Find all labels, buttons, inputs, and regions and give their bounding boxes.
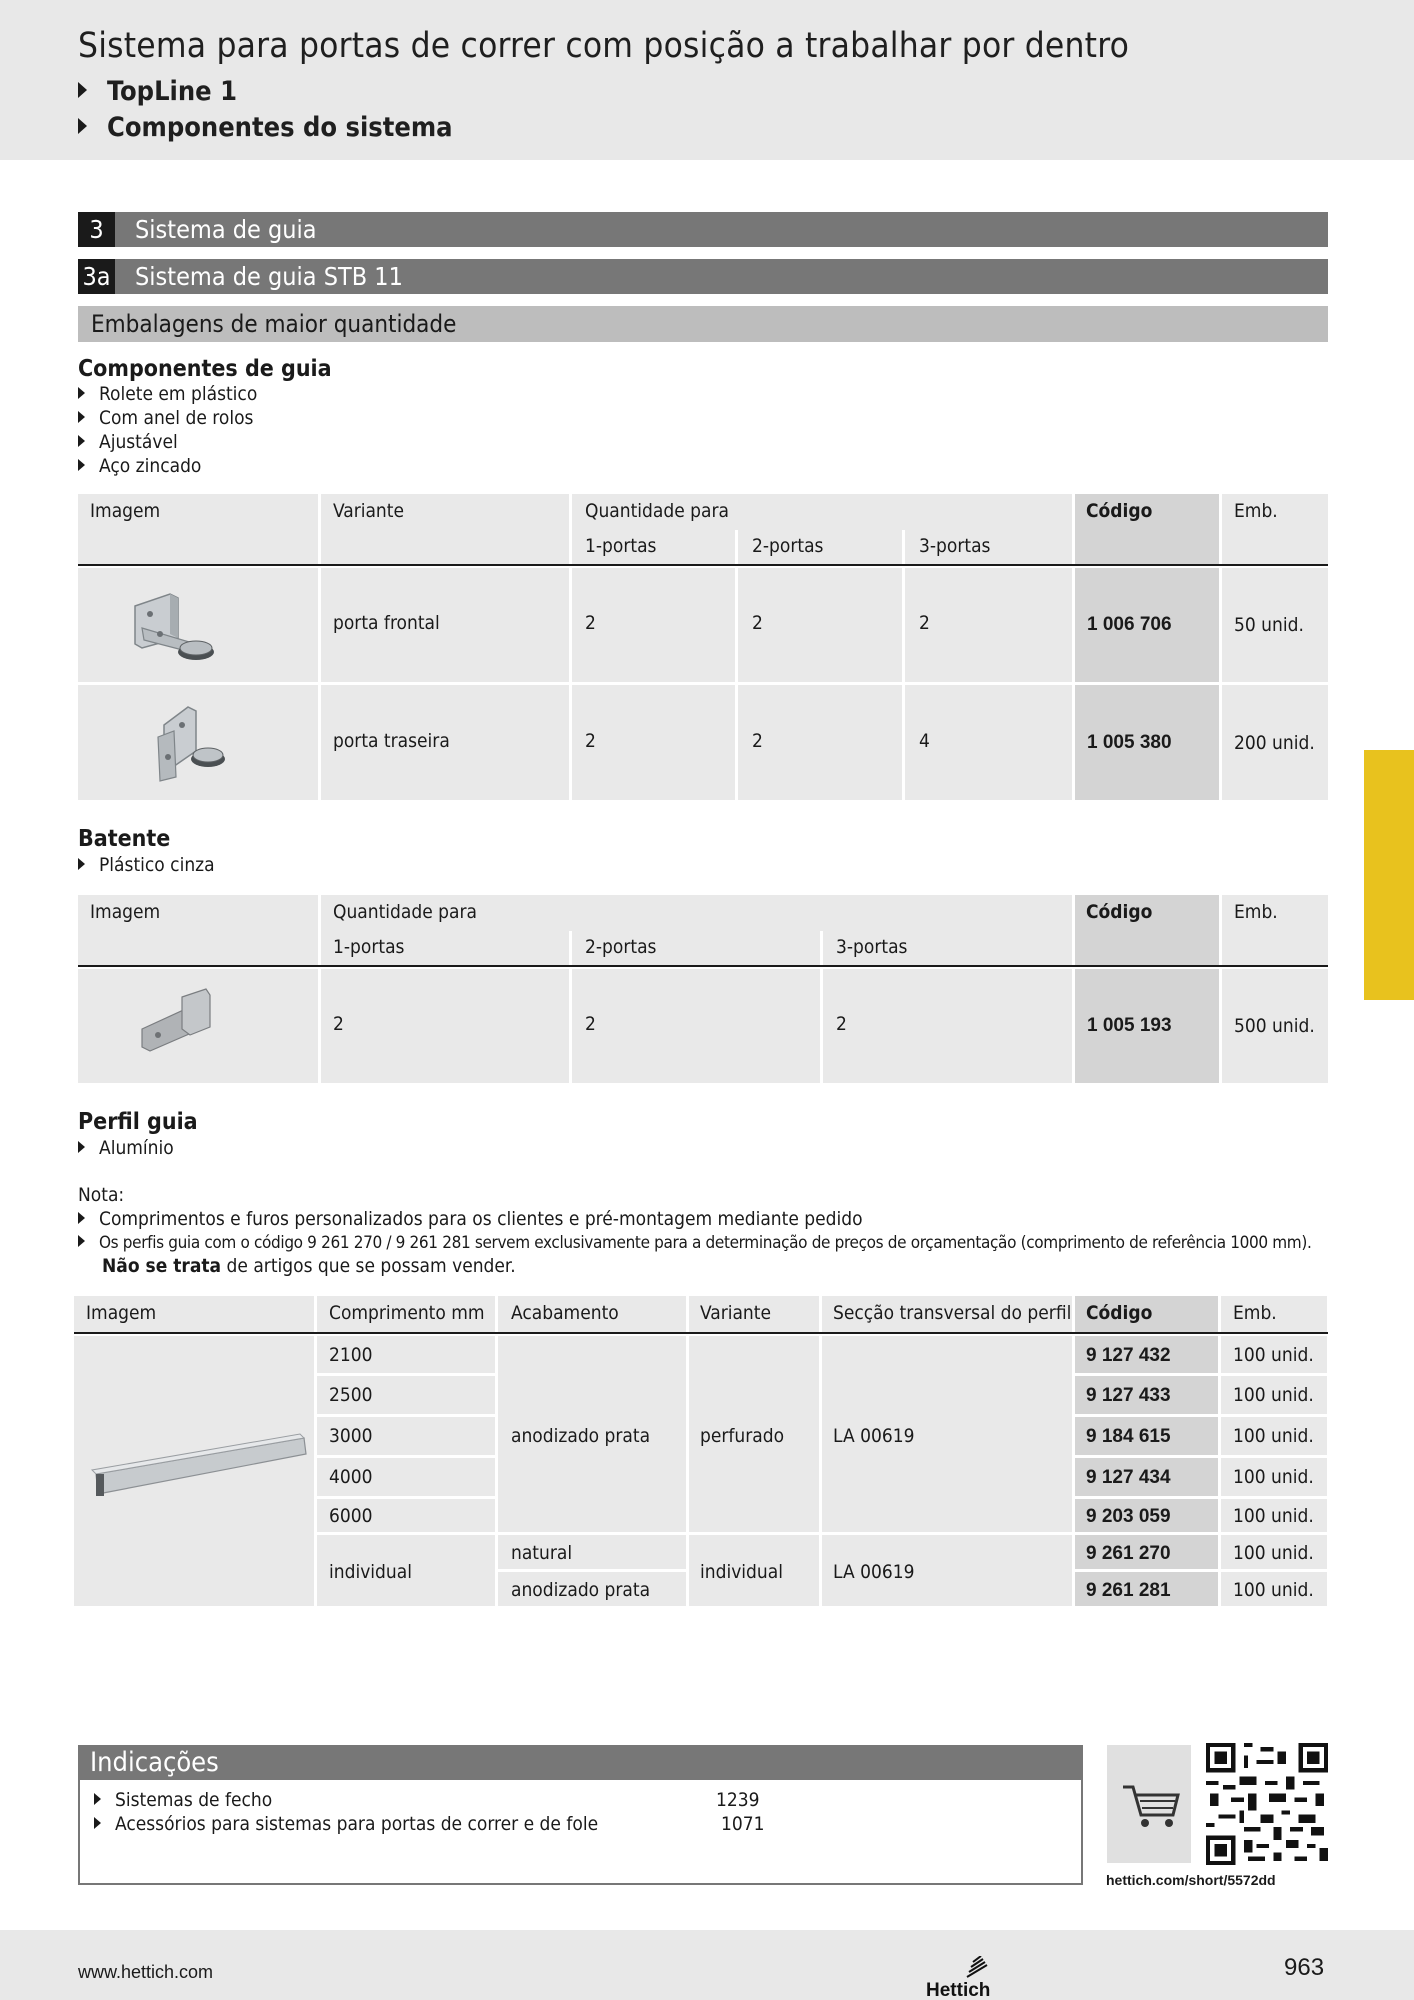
- acabamento-value: natural: [511, 1542, 573, 1564]
- emb-value: 100 unid.: [1233, 1542, 1314, 1564]
- section-number: 3a: [78, 259, 115, 294]
- codigo-value: 1 005 380: [1087, 732, 1172, 753]
- batente-title: Batente: [78, 826, 171, 852]
- nota-continuation: Não se trata de artigos que se possam vender.: [102, 1255, 516, 1277]
- triangle-bullet-icon: [94, 1793, 101, 1805]
- variante-value: porta frontal: [333, 612, 440, 634]
- emb-value: 100 unid.: [1233, 1579, 1314, 1601]
- header-rule: [78, 965, 1328, 967]
- seccao-value: LA 00619: [833, 1425, 915, 1447]
- qty-3-value: 2: [919, 612, 930, 634]
- header-rule: [74, 1332, 1328, 1334]
- emb-value: 100 unid.: [1233, 1425, 1314, 1447]
- codigo-value: 9 261 281: [1086, 1580, 1171, 1601]
- breadcrumb-components: Componentes do sistema: [78, 112, 453, 143]
- codigo-value: 9 203 059: [1086, 1506, 1171, 1527]
- guia-bullet: Com anel de rolos: [78, 406, 253, 430]
- acabamento-value: anodizado prata: [511, 1425, 651, 1447]
- col-variante: Variante: [700, 1302, 771, 1324]
- col-3-portas: 3-portas: [919, 535, 991, 557]
- qty-cell: [905, 568, 1072, 682]
- col-emb: Emb.: [1234, 901, 1278, 923]
- image-cell: [74, 1336, 314, 1606]
- triangle-bullet-icon: [78, 387, 85, 399]
- emb-value: 500 unid.: [1234, 1015, 1315, 1037]
- col-acabamento: Acabamento: [511, 1302, 619, 1324]
- qty-cell: [905, 685, 1072, 800]
- codigo-value: 9 127 434: [1086, 1467, 1171, 1488]
- section-label: Sistema de guia: [135, 215, 317, 244]
- emb-value: 100 unid.: [1233, 1384, 1314, 1406]
- nota-label: Nota:: [78, 1184, 125, 1206]
- col-3-portas: 3-portas: [836, 936, 908, 958]
- length-value: 2500: [329, 1384, 373, 1406]
- nota-item: Os perfis guia com o código 9 261 270 / 9 261 281 servem exclusivamente para a determinação de preços de orçamentação (comprimento de referência 1000 mm).: [78, 1231, 1338, 1255]
- roller-guide-rear-image: [78, 685, 318, 800]
- col-1-portas: 1-portas: [585, 535, 657, 557]
- section-number: 3: [78, 212, 115, 247]
- page-footer: [0, 1930, 1414, 2000]
- qty-cell: [321, 969, 569, 1083]
- triangle-bullet-icon: [78, 435, 85, 447]
- hettich-logo-icon: [925, 1956, 1005, 2000]
- perfil-bullet: Alumínio: [78, 1136, 174, 1160]
- qty-3-value: 2: [836, 1013, 847, 1035]
- col-codigo: Código: [1086, 1302, 1153, 1324]
- length-value: 2100: [329, 1344, 373, 1366]
- emb-value: 100 unid.: [1233, 1344, 1314, 1366]
- col-imagem: Imagem: [86, 1302, 157, 1324]
- header-rule: [78, 564, 1328, 566]
- indicacoes-box: [78, 1745, 1083, 1885]
- col-seccao: Secção transversal do perfil: [833, 1302, 1072, 1324]
- indicacoes-link[interactable]: Acessórios para sistemas para portas de correr e de fole: [94, 1813, 598, 1835]
- col-quantidade: Quantidade para: [333, 901, 478, 923]
- col-2-portas: 2-portas: [752, 535, 824, 557]
- qty-cell: [572, 568, 735, 682]
- triangle-bullet-icon: [78, 858, 85, 870]
- col-codigo: Código: [1086, 500, 1153, 522]
- col-quantidade: Quantidade para: [585, 500, 730, 522]
- qty-1-value: 2: [333, 1013, 344, 1035]
- acabamento-value: anodizado prata: [511, 1579, 651, 1601]
- qty-cell: [572, 969, 820, 1083]
- col-imagem: Imagem: [90, 500, 161, 522]
- indicacoes-title: Indicações: [78, 1745, 1083, 1780]
- length-value: 6000: [329, 1505, 373, 1527]
- col-imagem: Imagem: [90, 901, 161, 923]
- codigo-value: 1 006 706: [1087, 614, 1172, 635]
- guide-profile-image: [74, 1336, 314, 1606]
- codigo-value: 9 127 432: [1086, 1345, 1171, 1366]
- chapter-tab: [1364, 750, 1414, 1000]
- guia-bullet: Aço zincado: [78, 454, 201, 478]
- section-bar-3a: [78, 259, 1328, 294]
- col-variante: Variante: [333, 500, 404, 522]
- website-link[interactable]: www.hettich.com: [78, 1962, 214, 1982]
- triangle-bullet-icon: [78, 1212, 85, 1224]
- qty-2-value: 2: [752, 612, 763, 634]
- codigo-value: 9 184 615: [1086, 1426, 1171, 1447]
- codigo-value: 1 005 193: [1087, 1015, 1172, 1036]
- indicacoes-page: 1071: [721, 1813, 765, 1835]
- emb-value: 200 unid.: [1234, 732, 1315, 754]
- triangle-bullet-icon: [78, 411, 85, 423]
- col-1-portas: 1-portas: [333, 936, 405, 958]
- triangle-bullet-icon: [78, 82, 87, 98]
- image-cell: [78, 969, 318, 1083]
- qr-code-icon: [1206, 1743, 1328, 1865]
- shop-cart-button[interactable]: [1107, 1745, 1191, 1863]
- variante-value: perfurado: [700, 1425, 785, 1447]
- col-2-portas: 2-portas: [585, 936, 657, 958]
- page-header: [0, 0, 1414, 160]
- codigo-value: 9 261 270: [1086, 1543, 1171, 1564]
- qty-1-value: 2: [585, 730, 596, 752]
- emb-value: 50 unid.: [1234, 614, 1304, 636]
- codigo-value: 9 127 433: [1086, 1385, 1171, 1406]
- nota-item: Comprimentos e furos personalizados para os clientes e pré-montagem mediante pedido: [78, 1207, 863, 1231]
- qty-1-value: 2: [585, 612, 596, 634]
- length-value: 4000: [329, 1466, 373, 1488]
- col-comprimento: Comprimento mm: [329, 1302, 485, 1324]
- length-value: individual: [329, 1561, 412, 1583]
- col-emb: Emb.: [1233, 1302, 1277, 1324]
- page-number: 963: [1284, 1954, 1325, 1981]
- length-value: 3000: [329, 1425, 373, 1447]
- qty-cell: [823, 969, 1072, 1083]
- image-cell: [78, 568, 318, 682]
- variante-value: porta traseira: [333, 730, 450, 752]
- indicacoes-page: 1239: [716, 1789, 760, 1811]
- subsection-bar: Embalagens de maior quantidade: [78, 306, 1328, 342]
- qty-cell: [572, 685, 735, 800]
- qty-3-value: 4: [919, 730, 930, 752]
- triangle-bullet-icon: [78, 1141, 85, 1153]
- col-emb: Emb.: [1234, 500, 1278, 522]
- section-label: Sistema de guia STB 11: [135, 262, 403, 291]
- image-cell: [78, 685, 318, 800]
- qr-url[interactable]: hettich.com/short/5572dd: [1106, 1872, 1276, 1888]
- qty-2-value: 2: [585, 1013, 596, 1035]
- qr-code[interactable]: [1206, 1743, 1328, 1865]
- guia-bullet: Rolete em plástico: [78, 382, 257, 406]
- roller-guide-front-image: [78, 568, 318, 682]
- batente-bullet: Plástico cinza: [78, 853, 215, 877]
- seccao-value: LA 00619: [833, 1561, 915, 1583]
- indicacoes-link[interactable]: Sistemas de fecho: [94, 1789, 272, 1811]
- variante-value: individual: [700, 1561, 783, 1583]
- triangle-bullet-icon: [78, 118, 87, 134]
- guia-title: Componentes de guia: [78, 356, 332, 382]
- triangle-bullet-icon: [94, 1817, 101, 1829]
- page-title: Sistema para portas de correr com posição a trabalhar por dentro: [78, 26, 1130, 66]
- cart-icon: [1107, 1745, 1191, 1863]
- triangle-bullet-icon: [78, 1235, 85, 1247]
- guia-bullet: Ajustável: [78, 430, 178, 454]
- perfil-title: Perfil guia: [78, 1109, 198, 1135]
- hettich-logo: [925, 1956, 1005, 2000]
- svg-text:Hettich: Hettich: [926, 1980, 991, 2000]
- qty-2-value: 2: [752, 730, 763, 752]
- triangle-bullet-icon: [78, 459, 85, 471]
- col-codigo: Código: [1086, 901, 1153, 923]
- emb-value: 100 unid.: [1233, 1505, 1314, 1527]
- emb-value: 100 unid.: [1233, 1466, 1314, 1488]
- section-bar-3: [78, 212, 1328, 247]
- breadcrumb-topline: TopLine 1: [78, 76, 237, 107]
- stopper-image: [78, 969, 318, 1083]
